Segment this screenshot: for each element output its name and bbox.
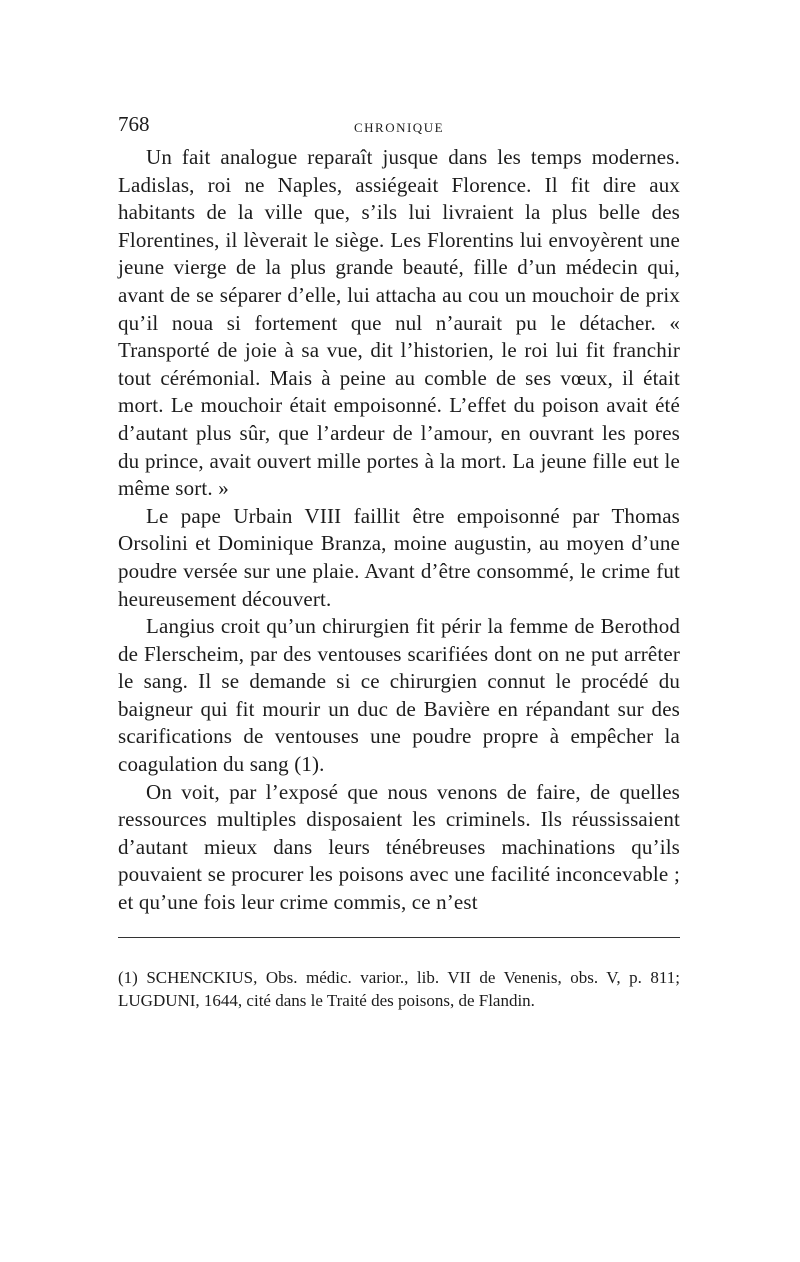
paragraph: On voit, par l’exposé que nous venons de faire, de quelles ressources multiples disposaient les criminels. Ils réussissaient d’autant mieux dans leurs ténébreuses machinations qu’ils pouvaient se procurer les poisons avec une facilité inconcevable ; et qu’une fois leur crime commis, ce n’est bbox=[118, 779, 680, 915]
paragraph: Langius croit qu’un chirurgien fit périr la femme de Berothod de Flerscheim, par des ventouses scarifiées dont on ne put arrêter le sang. Il se demande si ce chirurgien connut le procédé du baigneur qui fit mourir un duc de Bavière en répandant sur des scarifications de ventouses une poudre propre à empêcher la coagulation du sang (1). bbox=[118, 614, 680, 777]
page-header bbox=[118, 112, 680, 144]
footnotes bbox=[118, 966, 680, 1012]
footnote-separator bbox=[118, 937, 680, 938]
page-number: 768 bbox=[118, 112, 150, 136]
paragraph: Le pape Urbain VIII faillit être empoisonné par Thomas Orsolini et Dominique Branza, moine augustin, au moyen d’une poudre versée sur une plaie. Avant d’être consommé, le crime fut heureusement découvert. bbox=[118, 503, 680, 611]
paragraph: Un fait analogue reparaît jusque dans les temps modernes. Ladislas, roi ne Naples, assiégeait Florence. Il fit dire aux habitants de la ville que, s’ils lui livraient la plus belle des Florentines, il lèverait le siège. Les Florentins lui envoyèrent une jeune vierge de la plus grande beauté, fille d’un médecin qui, avant de se séparer d’elle, lui attacha au cou un mouchoir de prix qu’il noua si fortement que nul n’aurait pu le détacher. « Transporté de joie à sa vue, dit l’historien, le roi lui fit franchir tout cérémonial. Mais à peine au comble de ses vœux, il était mort. Le mouchoir était empoisonné. L’effet du poison avait été d’autant plus sûr, que l’ardeur de l’amour, en ouvrant les pores du prince, avait ouvert mille portes à la mort. La jeune fille eut le même sort. » bbox=[118, 145, 680, 501]
book-page bbox=[118, 112, 680, 1012]
footnote: (1) SCHENCKIUS, Obs. médic. varior., lib. VII de Venenis, obs. V, p. 811; LUGDUNI, 1644, cité dans le Traité des poisons, de Flandin. bbox=[118, 967, 680, 1010]
running-head: CHRONIQUE bbox=[353, 120, 445, 135]
body-text bbox=[118, 144, 680, 917]
